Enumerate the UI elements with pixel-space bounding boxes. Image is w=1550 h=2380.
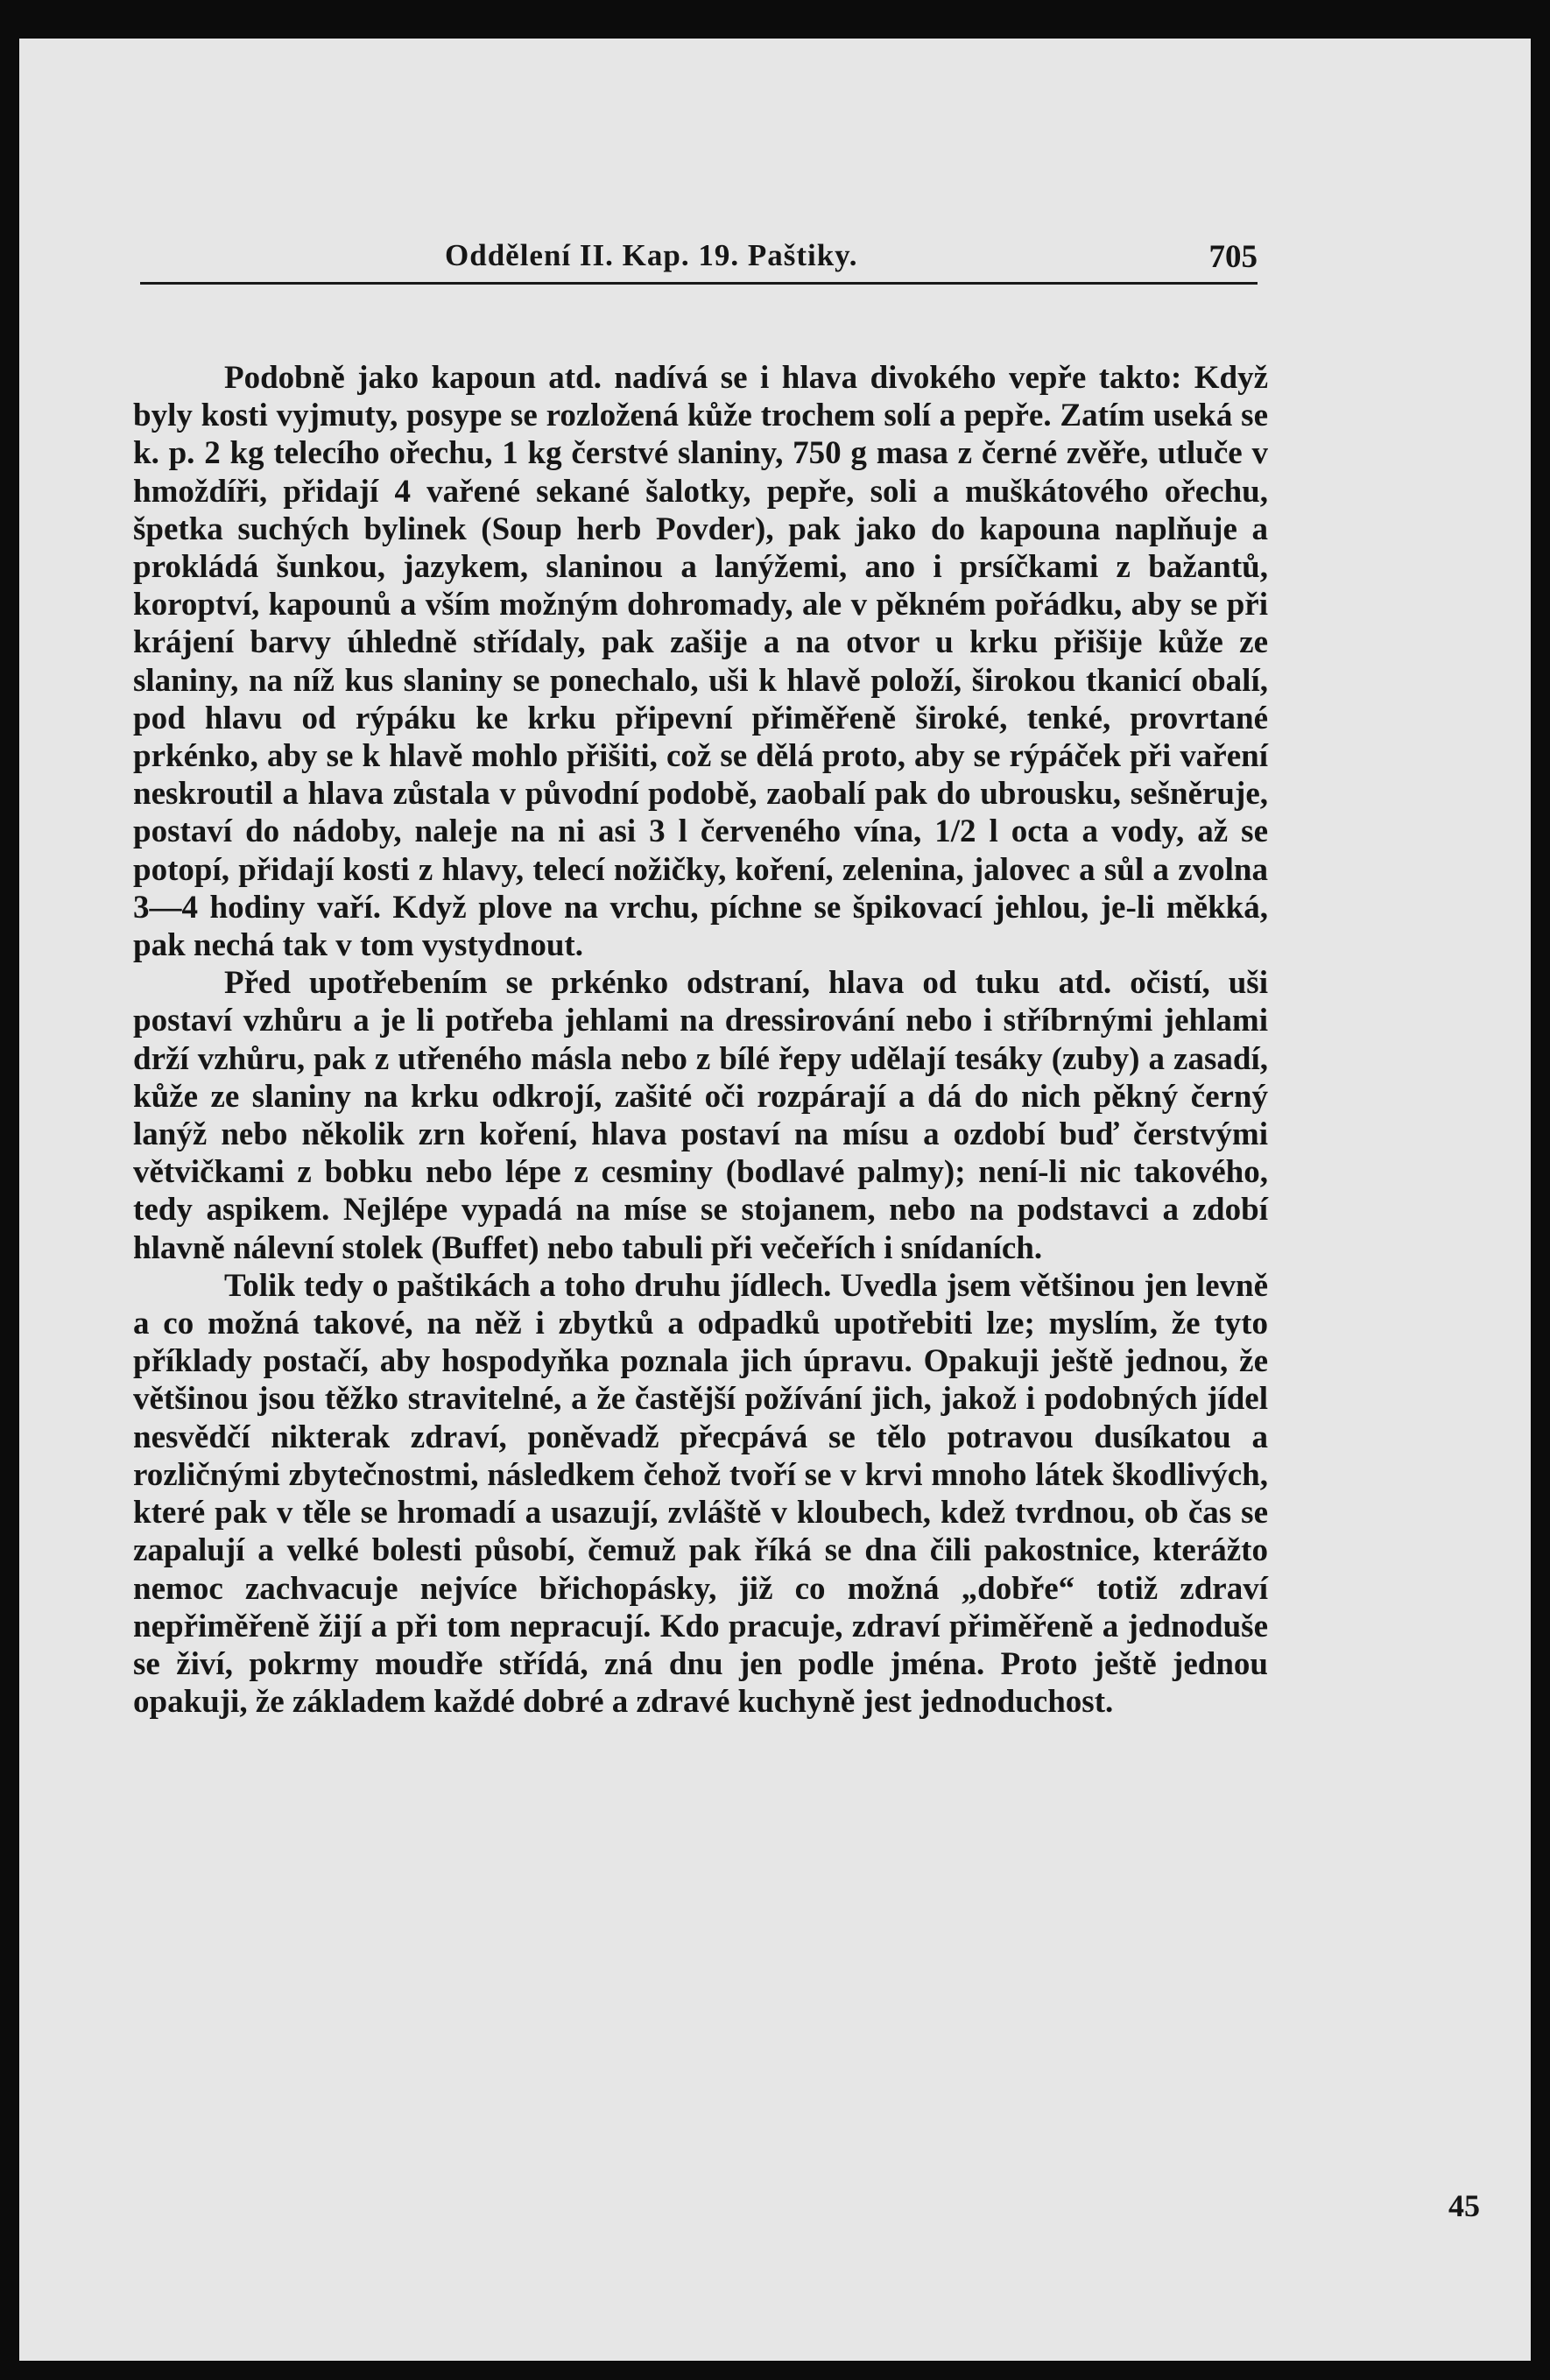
page-number: 705 — [1208, 239, 1258, 275]
body-text — [133, 359, 1268, 1721]
paragraph-closing-remarks: Tolik tedy o paštikách a toho druhu jídlech. Uvedla jsem většinou jen levně a co možná takové, na něž i zbytků a odpadků upotřebiti lze; myslím, že tyto příklady postačí, aby hospodyňka poznala jich úpravu. Opakuji ještě jednou, že většinou jsou těžko stravitelné, a že častější požívání jich, jakož i podobných jídel nesvědčí nikterak zdraví, poněvadž přecpává se tělo potravou dusíkatou a rozličnými zbytečnostmi, následkem čehož tvoří se v krvi mnoho látek škodlivých, které pak v těle se hromadí a usazují, zvláště v kloubech, kdež tvrdnou, ob čas se zapalují a velké bolesti působí, čemuž pak říká se dna čili pakostnice, kterážto nemoc zachvacuje nejvíce břichopásky, již co možná „dobře“ totiž zdraví nepřiměřeně žijí a při tom nepracují. Kdo pracuje, zdraví přiměřeně a jednoduše se živí, pokrmy moudře střídá, zná dnu jen podle jména. Proto ještě jednou opakuji, že základem každé dobré a zdravé kuchyně jest jednoduchost. — [133, 1267, 1268, 1721]
paragraph-boar-head-stuffing: Podobně jako kapoun atd. nadívá se i hlava divokého vepře takto: Když byly kosti vyjmuty, posype se rozložená kůže trochem solí a pepře. Zatím useká se k. p. 2 kg telecího ořechu, 1 kg čerstvé slaniny, 750 g masa z černé zvěře, utluče v hmoždíři, přidají 4 vařené sekané šalotky, pepře, soli a muškátového ořechu, špetka suchých bylinek (Soup herb Povder), pak jako do kapouna naplňuje a prokládá šunkou, jazykem, slaninou a lanýžemi, ano i prsíčkami z bažantů, koroptví, kapounů a vším možným dohromady, ale v pěkném pořádku, aby se při krájení barvy úhledně střídaly, pak zašije a na otvor u krku přišije kůže ze slaniny, na níž kus slaniny se ponechalo, uši k hlavě položí, širokou tkanicí obalí, pod hlavu od rýpáku ke krku připevní přiměřeně široké, tenké, provrtané prkénko, aby se k hlavě mohlo přišiti, což se dělá proto, aby se rýpáček při vaření neskroutil a hlava zůstala v původní podobě, zaobalí pak do ubrousku, sešněruje, postaví do nádoby, naleje na ni asi 3 l červeného vína, 1/2 l octa a vody, až se potopí, přidají kosti z hlavy, telecí nožičky, koření, zelenina, jalovec a sůl a zvolna 3—4 hodiny vaří. Když plove na vrchu, píchne se špikovací jehlou, je-li měkká, pak nechá tak v tom vystydnout. — [133, 360, 1268, 964]
paragraph-boar-head-serving: Před upotřebením se prkénko odstraní, hlava od tuku atd. očistí, uši postaví vzhůru a je li potřeba jehlami na dressirování nebo i stříbrnými jehlami drží vzhůru, pak z utřeného másla nebo z bílé řepy udělají tesáky (zuby) a zasadí, kůže ze slaniny na krku odkrojí, zašité oči rozpárají a dá do nich pěkný černý lanýž nebo několik zrn koření, hlava postaví na mísu a ozdobí buď čerstvými větvičkami z bobku nebo lépe z cesminy (bodlavé palmy); není-li nic takového, tedy aspikem. Nejlépe vypadá na míse se stojanem, nebo na podstavci a zdobí hlavně nálevní stolek (Buffet) nebo tabuli při večeřích i snídaních. — [133, 965, 1268, 1266]
signature-mark: 45 — [1448, 2188, 1480, 2223]
page-header — [140, 238, 1258, 285]
running-head: Oddělení II. Kap. 19. Paštiky. — [445, 238, 858, 272]
